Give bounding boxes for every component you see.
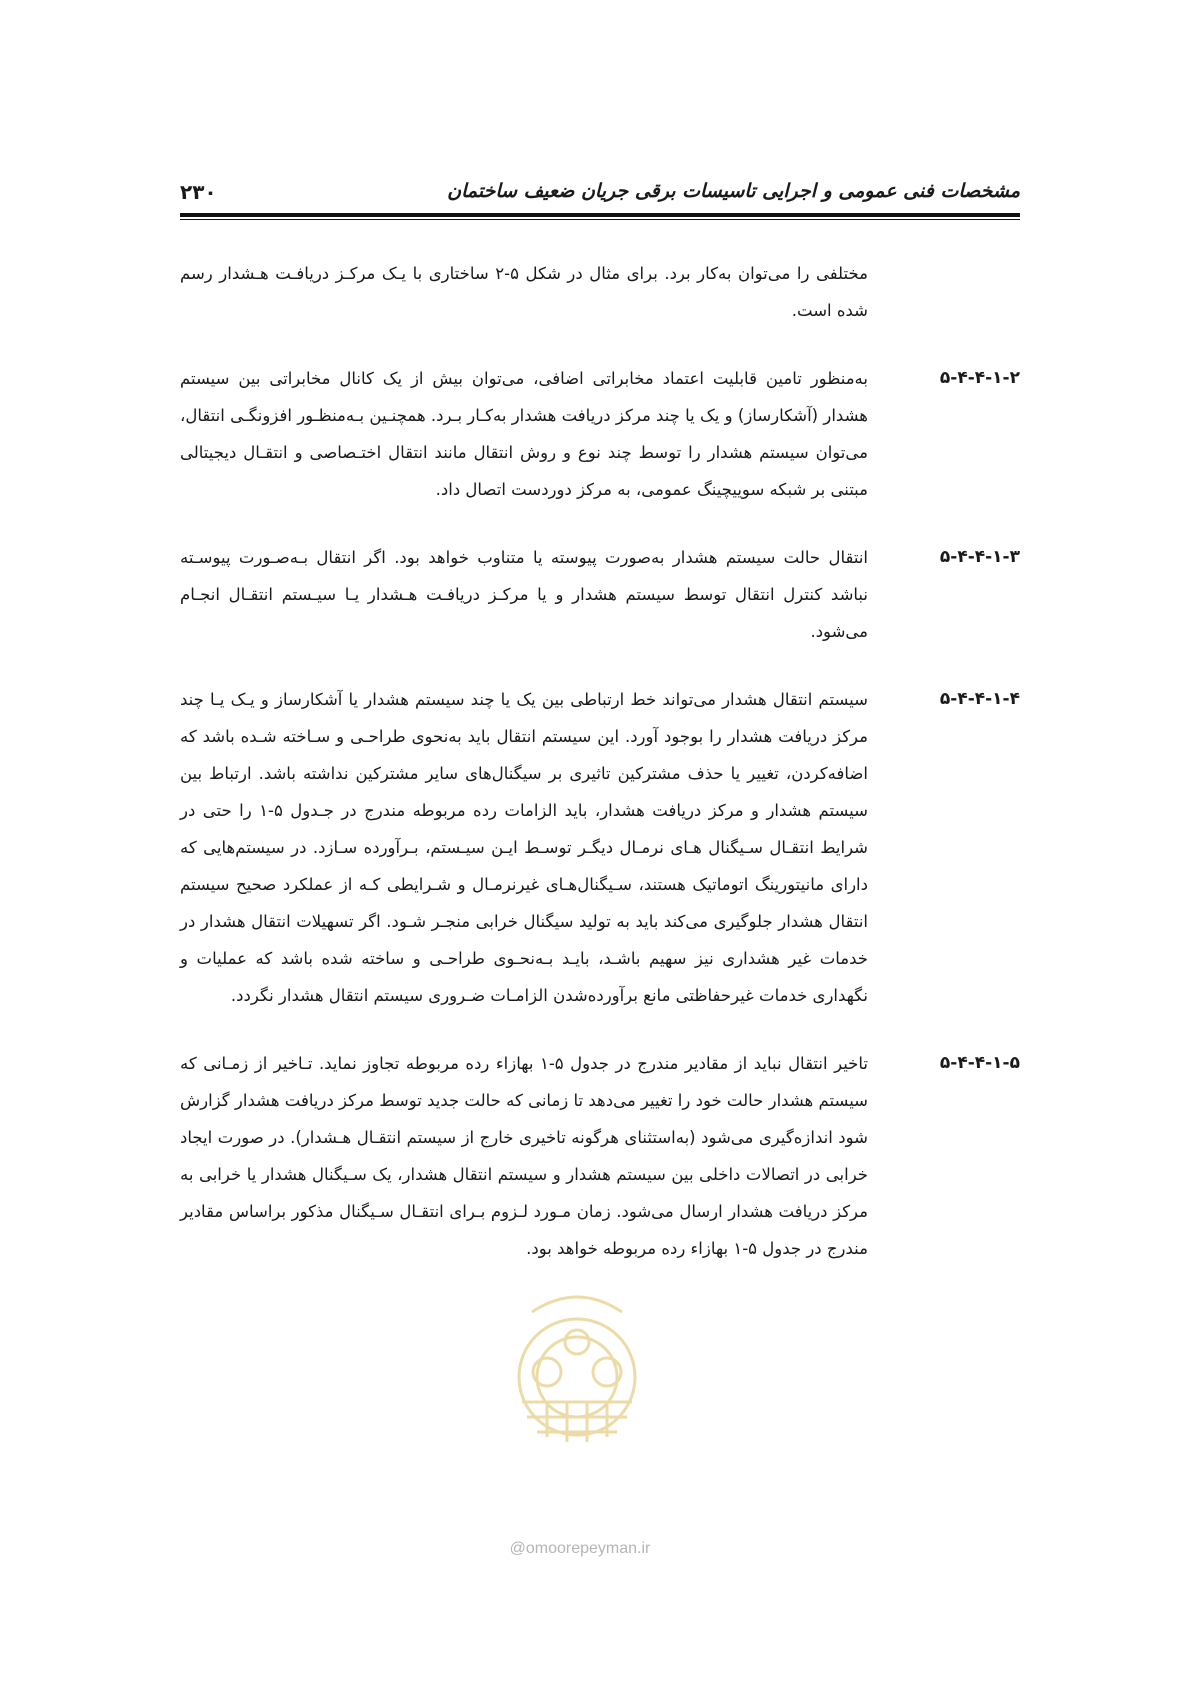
paragraph-text: انتقال حالت سیستم هشدار به‌صورت پیوسته یا متناوب خواهد بود. اگر انتقال بـه‌صـورت پیوسـته نباشد کنترل انتقال توسط سیستم هشدار و یا مرکـز دریافـت هـشدار یـا سیـستم انتقـال انجـام می‌شود. xyxy=(180,548,868,641)
header-rule-thin xyxy=(180,219,1020,220)
clause-number: ۵-۴-۴-۱-۵ xyxy=(939,1053,1020,1073)
document-body xyxy=(180,255,1020,1298)
header-rule-thick xyxy=(180,213,1020,217)
book-title: مشخصات فنی عمومی و اجرایی تاسیسات برقی جریان ضعیف ساختمان xyxy=(447,180,1020,202)
paragraph-text: به‌منظور تامین قابلیت اعتماد مخابراتی اضافی، می‌توان بیش از یک کانال مخابراتی بین سیستم هشدار (آشکارساز) و یک یا چند مرکز دریافت هشدار به‌کـار بـرد. همچنـین بـه‌منظـور افزونگـی انتقال، می‌توان سیستم هشدار را توسط چند نوع و روش انتقال مانند انتقال اختـصاصی و انتقـال دیجیتالی مبتنی بر شبکه سوییچینگ عمومی، به مرکز دوردست اتصال داد. xyxy=(180,369,868,499)
clause-number: ۵-۴-۴-۱-۴ xyxy=(939,689,1020,709)
watermark-logo-icon xyxy=(492,1272,662,1472)
page-header xyxy=(180,176,1020,216)
clause-number: ۵-۴-۴-۱-۲ xyxy=(939,368,1020,388)
paragraph-text: تاخیر انتقال نباید از مقادیر مندرج در جدول ۵-۱ بهازاء رده مربوطه تجاوز نماید. تـاخیر از زمـانی که سیستم هشدار حالت خود را تغییر می‌دهد تا زمانی که حالت جدید توسط مرکز دریافت هشدار گزارش شود اندازه‌گیری می‌شود (به‌استثنای هرگونه تاخیری خارج از سیستم انتقـال هـشدار). در صورت ایجاد خرابی در اتصالات داخلی بین سیستم هشدار و سیستم انتقال هشدار، یک سـیگنال هشدار یا خرابی به مرکز دریافت هشدار ارسال می‌شود. زمان مـورد لـزوم بـرای انتقـال سـیگنال مذکور براساس مقادیر مندرج در جدول ۵-۱ بهازاء رده مربوطه خواهد بود. xyxy=(180,1054,868,1258)
paragraph-text: سیستم انتقال هشدار می‌تواند خط ارتباطی بین یک یا چند سیستم هشدار یا آشکارساز و یـک یـا چند مرکز دریافت هشدار را بوجود آورد. این سیستم انتقال باید به‌نحوی طراحـی و سـاخته شـده باشد که اضافه‌کردن، تغییر یا حذف مشترکین تاثیری بر سیگنال‌های سایر مشترکین نداشته باشد. ارتباط بین سیستم هشدار و مرکز دریافت هشدار، باید الزامات رده مربوطه مندرج در جـدول ۵-۱ را حتی در شرایط انتقـال سـیگنال هـای نرمـال دیگـر توسـط ایـن سیـستم، بـرآورده سـازد. در سیستم‌هایی که دارای مانیتورینگ اتوماتیک هستند، سـیگنال‌هـای غیرنرمـال و شـرایطی کـه از عملکرد صحیح سیستم انتقال هشدار جلوگیری می‌کند باید به تولید سیگنال خرابی منجـر شـود. اگر تسهیلات انتقال هشدار در خدمات غیر هشداری نیز سهیم باشـد، بایـد بـه‌نحـوی طراحـی و ساخته شده باشد که عملیات و نگهداری خدمات غیرحفاظتی مانع برآورده‌شدن الزامـات ضـروری سیستم انتقال هشدار نگردد. xyxy=(180,690,868,1005)
paragraph-continuation xyxy=(180,255,1020,329)
clause-5-4-4-1-3 xyxy=(180,539,1020,650)
paragraph-text: مختلفی را می‌توان به‌کار برد. برای مثال در شکل ۵-۲ ساختاری با یـک مرکـز دریافـت هـشدار رسم شده است. xyxy=(180,264,868,320)
watermark-url-text: omoorepeyman.ir xyxy=(525,1540,651,1557)
clause-5-4-4-1-2 xyxy=(180,360,1020,508)
at-icon: @ xyxy=(509,1540,526,1557)
watermark-url xyxy=(460,1540,700,1558)
clause-number: ۵-۴-۴-۱-۳ xyxy=(939,547,1020,567)
page-number: ۲۳۰ xyxy=(180,180,217,204)
clause-5-4-4-1-4 xyxy=(180,681,1020,1014)
clause-5-4-4-1-5 xyxy=(180,1045,1020,1267)
